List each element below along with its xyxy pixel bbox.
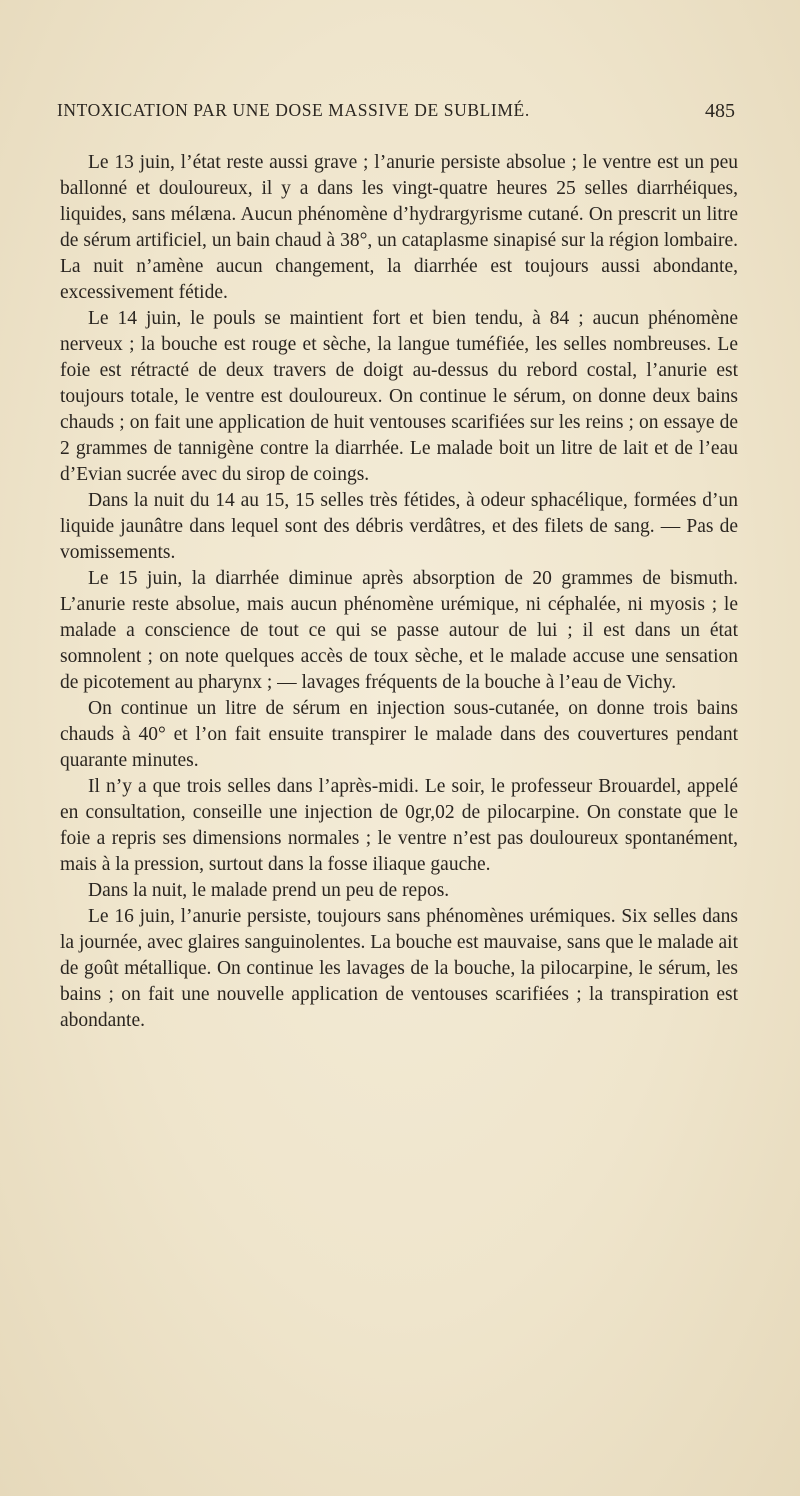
page-number: 485 — [705, 100, 735, 122]
paragraph: Le 15 juin, la diarrhée diminue après absorption de 20 grammes de bismuth. L’anurie reste absolue, mais aucun phénomène urémique, ni céphalée, ni myosis ; le malade a conscience de tout ce qui se passe autour de lui ; il est dans un état somnolent ; on note quelques accès de toux sèche, et le malade accuse une sensation de picotement au pharynx ; — lavages fréquents de la bouche à l’eau de Vichy. — [60, 568, 738, 693]
paragraph: Il n’y a que trois selles dans l’après-midi. Le soir, le professeur Brouardel, appelé en consultation, conseille une injection de 0gr,02 de pilocarpine. On constate que le foie a repris ses dimensions normales ; le ventre n’est pas douloureux spontanément, mais à la pression, surtout dans la fosse iliaque gauche. — [60, 776, 738, 875]
paragraph: Le 14 juin, le pouls se maintient fort et bien tendu, à 84 ; aucun phénomène nerveux ; la bouche est rouge et sèche, la langue tuméfiée, les selles nombreuses. Le foie est rétracté de deux travers de doigt au-dessus du rebord costal, l’anurie est toujours totale, le ventre est douloureux. On continue le sérum, on donne deux bains chauds ; on fait une application de huit ventouses scarifiées sur les reins ; on essaye de 2 grammes de tannigène contre la diarrhée. Le malade boit un litre de lait et de l’eau d’Evian sucrée avec du sirop de coings. — [60, 308, 738, 485]
paragraph: Le 16 juin, l’anurie persiste, toujours sans phénomènes urémiques. Six selles dans la journée, avec glaires sanguinolentes. La bouche est mauvaise, sans que le malade ait de goût métallique. On continue les lavages de la bouche, la pilocarpine, le sérum, les bains ; on fait une nouvelle application de ventouses scarifiées ; la transpiration est abondante. — [60, 906, 738, 1031]
body-text — [60, 150, 738, 1034]
paragraph: Le 13 juin, l’état reste aussi grave ; l’anurie persiste absolue ; le ventre est un peu ballonné et douloureux, il y a dans les vingt-quatre heures 25 selles diarrhéiques, liquides, sans mélæna. Aucun phénomène d’hydrargyrisme cutané. On prescrit un litre de sérum artificiel, un bain chaud à 38°, un cataplasme sinapisé sur la région lombaire. La nuit n’amène aucun changement, la diarrhée est toujours aussi abondante, excessivement fétide. — [60, 152, 738, 303]
paragraph: On continue un litre de sérum en injection sous-cutanée, on donne trois bains chauds à 40° et l’on fait ensuite transpirer le malade dans des couvertures pendant quarante minutes. — [60, 698, 738, 771]
paragraph: Dans la nuit, le malade prend un peu de repos. — [88, 880, 450, 901]
paragraph: Dans la nuit du 14 au 15, 15 selles très fétides, à odeur sphacélique, formées d’un liquide jaunâtre dans lequel sont des débris verdâtres, et des filets de sang. — Pas de vomissements. — [60, 490, 738, 563]
page-header — [57, 100, 735, 128]
running-title: INTOXICATION PAR UNE DOSE MASSIVE DE SUBLIMÉ. — [57, 100, 530, 120]
